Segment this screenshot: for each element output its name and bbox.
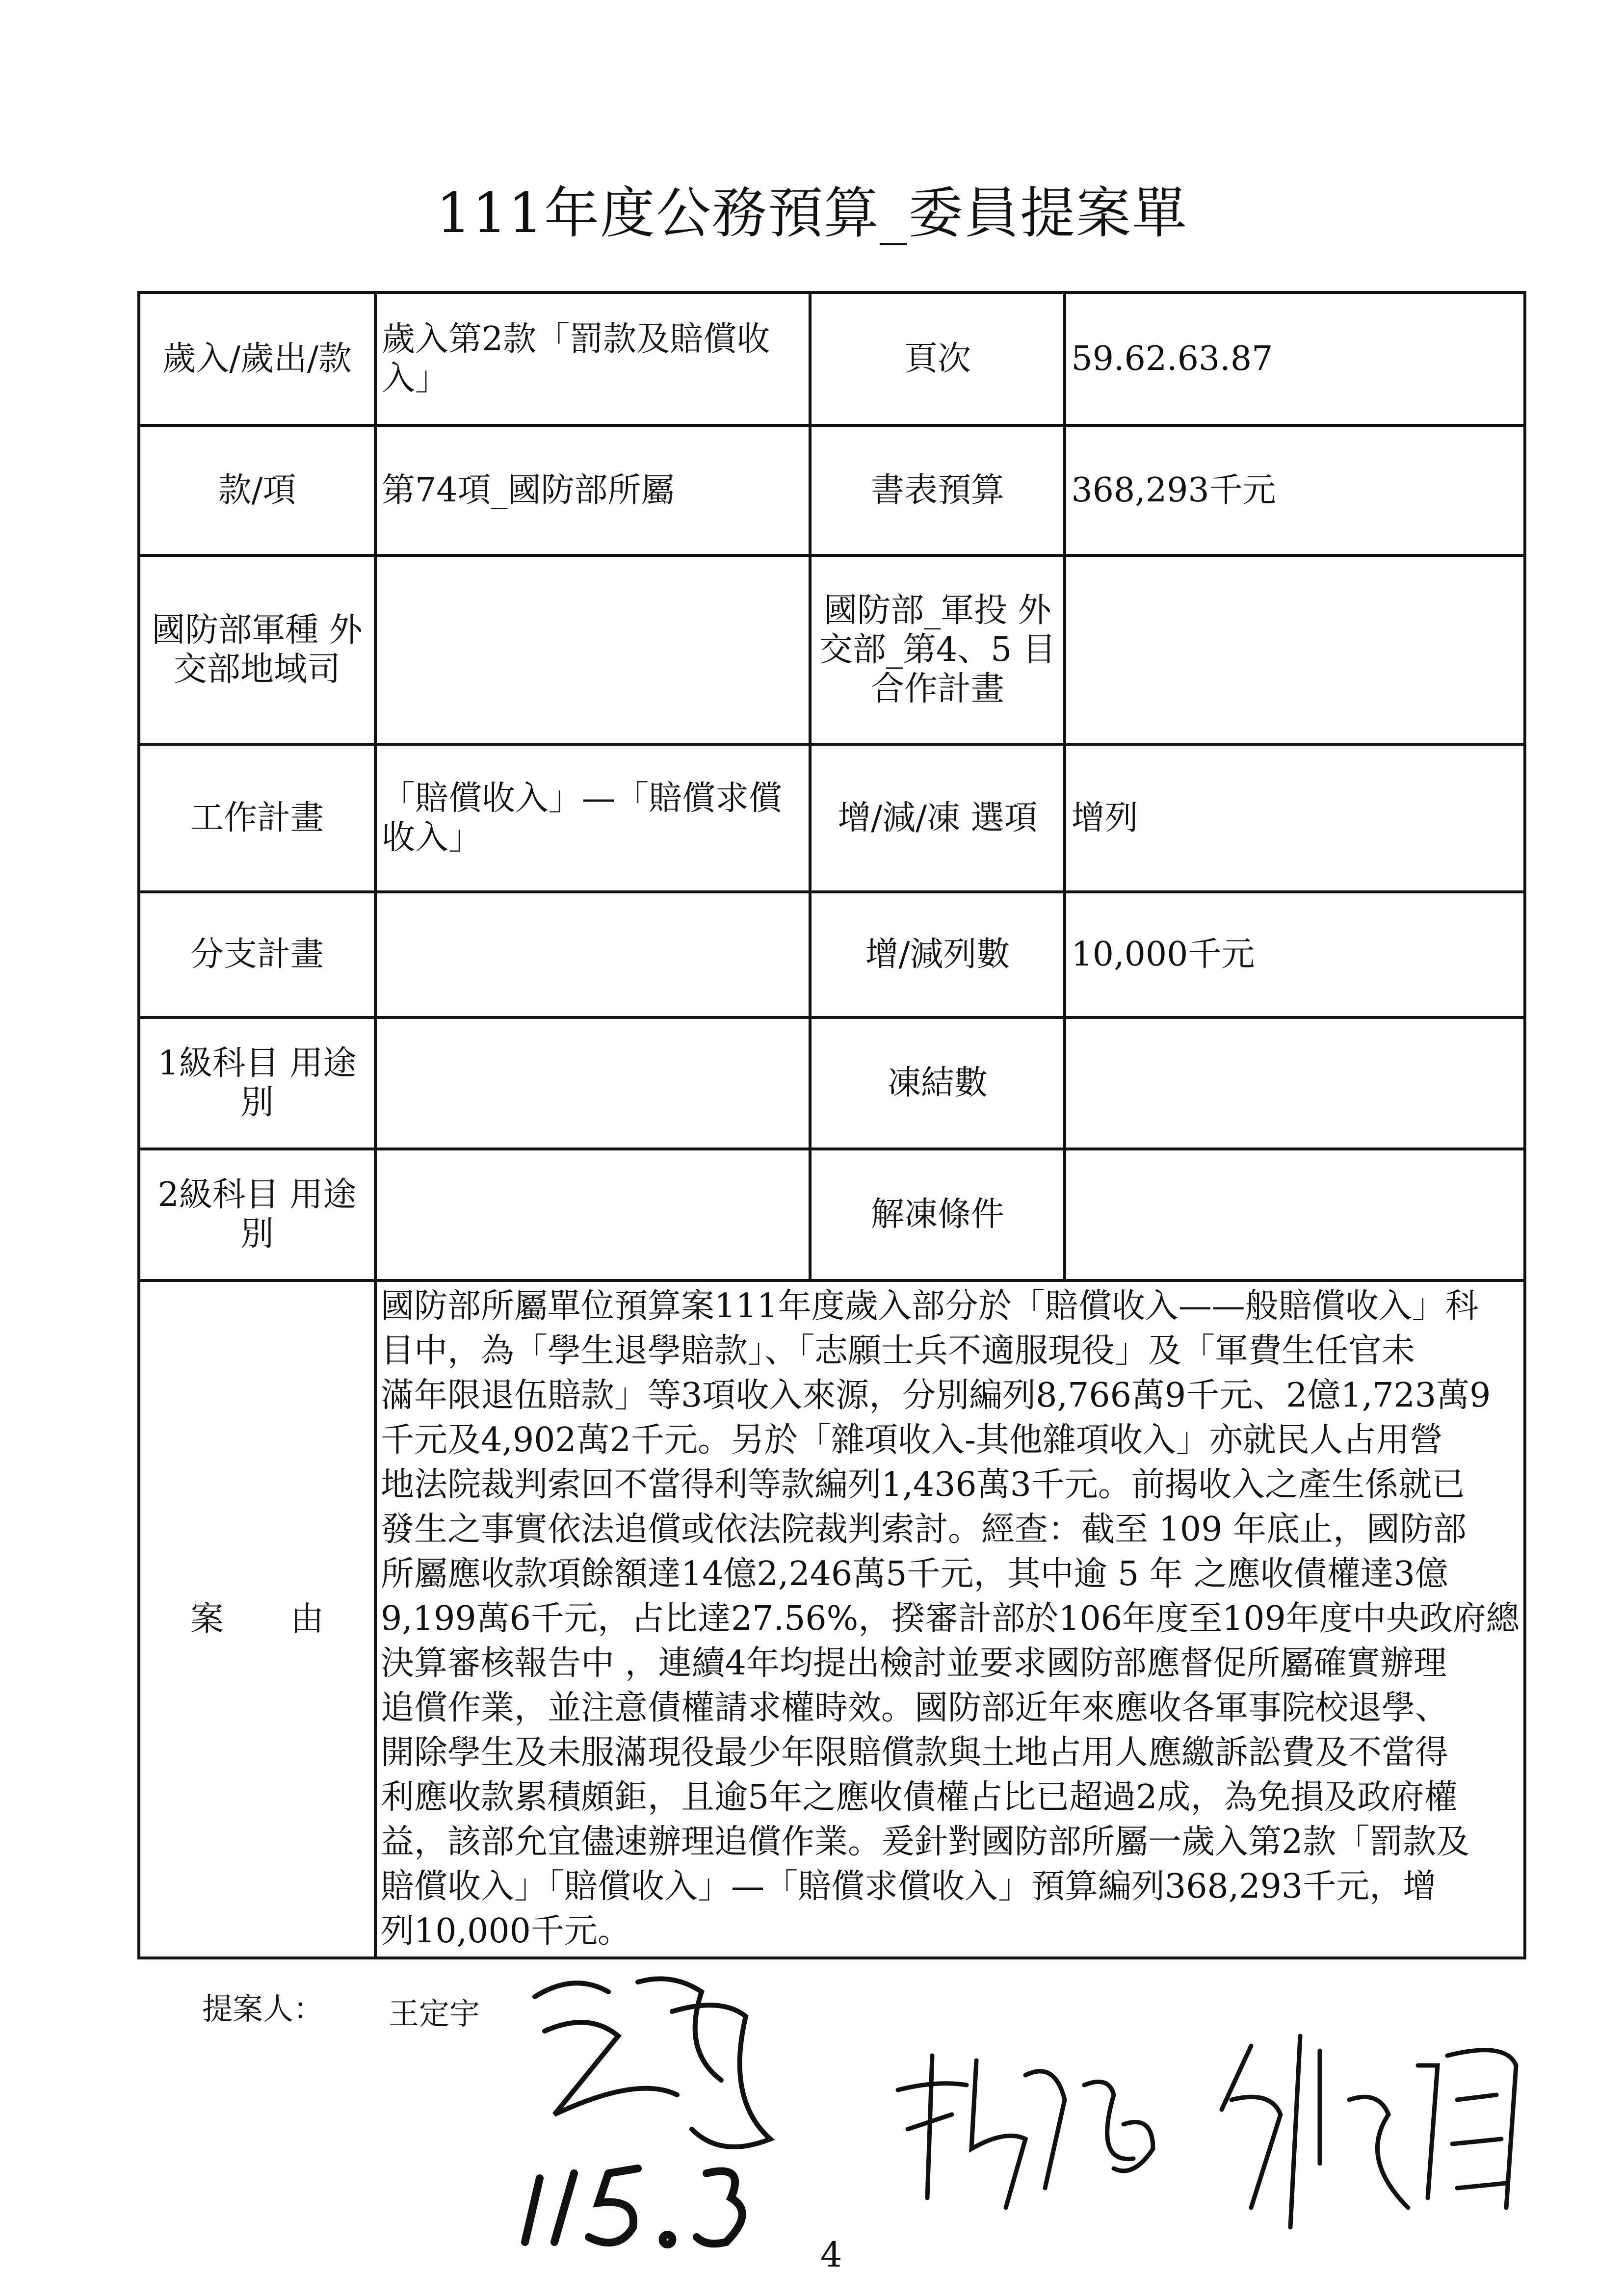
reason-text <box>375 1280 1525 1958</box>
row-label: 分支計畫 <box>139 892 375 1018</box>
reason-line: 目中，為「學生退學賠款」、「志願士兵不適服現役」及「軍費生任官未 <box>381 1331 1415 1370</box>
table-row <box>139 555 1525 744</box>
row-value: 「賠償收入」—「賠償求償收入」 <box>375 744 810 892</box>
row-value <box>375 1149 810 1280</box>
proposal-table <box>137 291 1526 1959</box>
row-value: 59.62.63.87 <box>1065 292 1524 425</box>
reason-row <box>139 1280 1525 1958</box>
row-label: 2級科目 用途別 <box>139 1149 375 1280</box>
row-value: 增列 <box>1065 744 1524 892</box>
page-title: 111年度公務預算_委員提案單 <box>436 182 1188 245</box>
reason-line: 決算審核報告中 ，連續4年均提出檢討並要求國防部應督促所屬確實辦理 <box>381 1644 1447 1683</box>
table-row <box>139 292 1525 425</box>
signatures-cosigners <box>878 2002 1590 2276</box>
handwritten-date <box>520 2144 795 2252</box>
proposer-label: 提案人： <box>202 1991 324 2027</box>
row-label: 國防部_軍投 外交部_第4、5 目合作計畫 <box>810 555 1065 744</box>
row-label: 頁次 <box>810 292 1065 425</box>
reason-line: 9,199萬6千元，占比達27.56%，揆審計部於106年度至109年度中央政府總 <box>381 1599 1519 1638</box>
reason-line: 滿年限退伍賠款」等3項收入來源，分別編列8,766萬9千元、2億1,723萬9 <box>381 1376 1491 1415</box>
reason-line: 賠償收入」「賠償收入」—「賠償求償收入」預算編列368,293千元，增 <box>381 1867 1437 1906</box>
row-label: 解凍條件 <box>810 1149 1065 1280</box>
row-label: 國防部軍種 外交部地域司 <box>139 555 375 744</box>
row-value: 歲入第2款「罰款及賠償收入」 <box>375 292 810 425</box>
row-value: 368,293千元 <box>1065 425 1524 555</box>
row-label: 增/減/凍 選項 <box>810 744 1065 892</box>
table-row <box>139 1149 1525 1280</box>
reason-line: 開除學生及未服滿現役最少年限賠償款與土地占用人應繳訴訟費及不當得 <box>381 1733 1449 1772</box>
row-label: 歲入/歲出/款 <box>139 292 375 425</box>
row-label: 1級科目 用途別 <box>139 1018 375 1149</box>
row-value <box>1065 555 1524 744</box>
table-row <box>139 1018 1525 1149</box>
row-label: 凍結數 <box>810 1018 1065 1149</box>
row-value <box>375 555 810 744</box>
row-value <box>375 892 810 1018</box>
reason-line: 益，該部允宜儘速辦理追償作業。爰針對國防部所屬一歲入第2款「罰款及 <box>381 1823 1470 1861</box>
row-value: 10,000千元 <box>1065 892 1524 1018</box>
row-value <box>375 1018 810 1149</box>
table-row <box>139 425 1525 555</box>
row-value: 第74項_國防部所屬 <box>375 425 810 555</box>
reason-line: 國防部所屬單位預算案111年度歲入部分於「賠償收入——般賠償收入」科 <box>381 1287 1479 1326</box>
reason-line: 地法院裁判索回不當得利等款編列1,436萬3千元。前揭收入之產生係就已 <box>381 1465 1465 1504</box>
row-value <box>1065 1149 1524 1280</box>
page-number: 4 <box>820 2235 842 2275</box>
row-label: 工作計畫 <box>139 744 375 892</box>
reason-line: 所屬應收款項餘額達14億2,246萬5千元，其中逾 5 年 之應收債權達3億 <box>381 1555 1448 1593</box>
table-row <box>139 892 1525 1018</box>
reason-label: 案 由 <box>139 1280 375 1958</box>
row-label: 書表預算 <box>810 425 1065 555</box>
reason-line: 千元及4,902萬2千元。另於「雜項收入-其他雜項收入」亦就民人占用營 <box>381 1421 1443 1460</box>
row-label: 款/項 <box>139 425 375 555</box>
proposer-name: 王定宇 <box>389 1996 480 2032</box>
reason-line: 發生之事實依法追償或依法院裁判索討。經查：截至 109 年底止，國防部 <box>381 1510 1467 1549</box>
reason-line: 追償作業，並注意債權請求權時效。國防部近年來應收各軍事院校退學、 <box>381 1689 1449 1727</box>
row-value <box>1065 1018 1524 1149</box>
reason-line: 利應收款累積頗鉅，且逾5年之應收債權占比已超過2成，為免損及政府權 <box>381 1778 1458 1817</box>
table-row <box>139 744 1525 892</box>
signature-wang <box>515 1953 790 2159</box>
reason-line: 列10,000千元。 <box>381 1912 631 1951</box>
row-label: 增/減列數 <box>810 892 1065 1018</box>
